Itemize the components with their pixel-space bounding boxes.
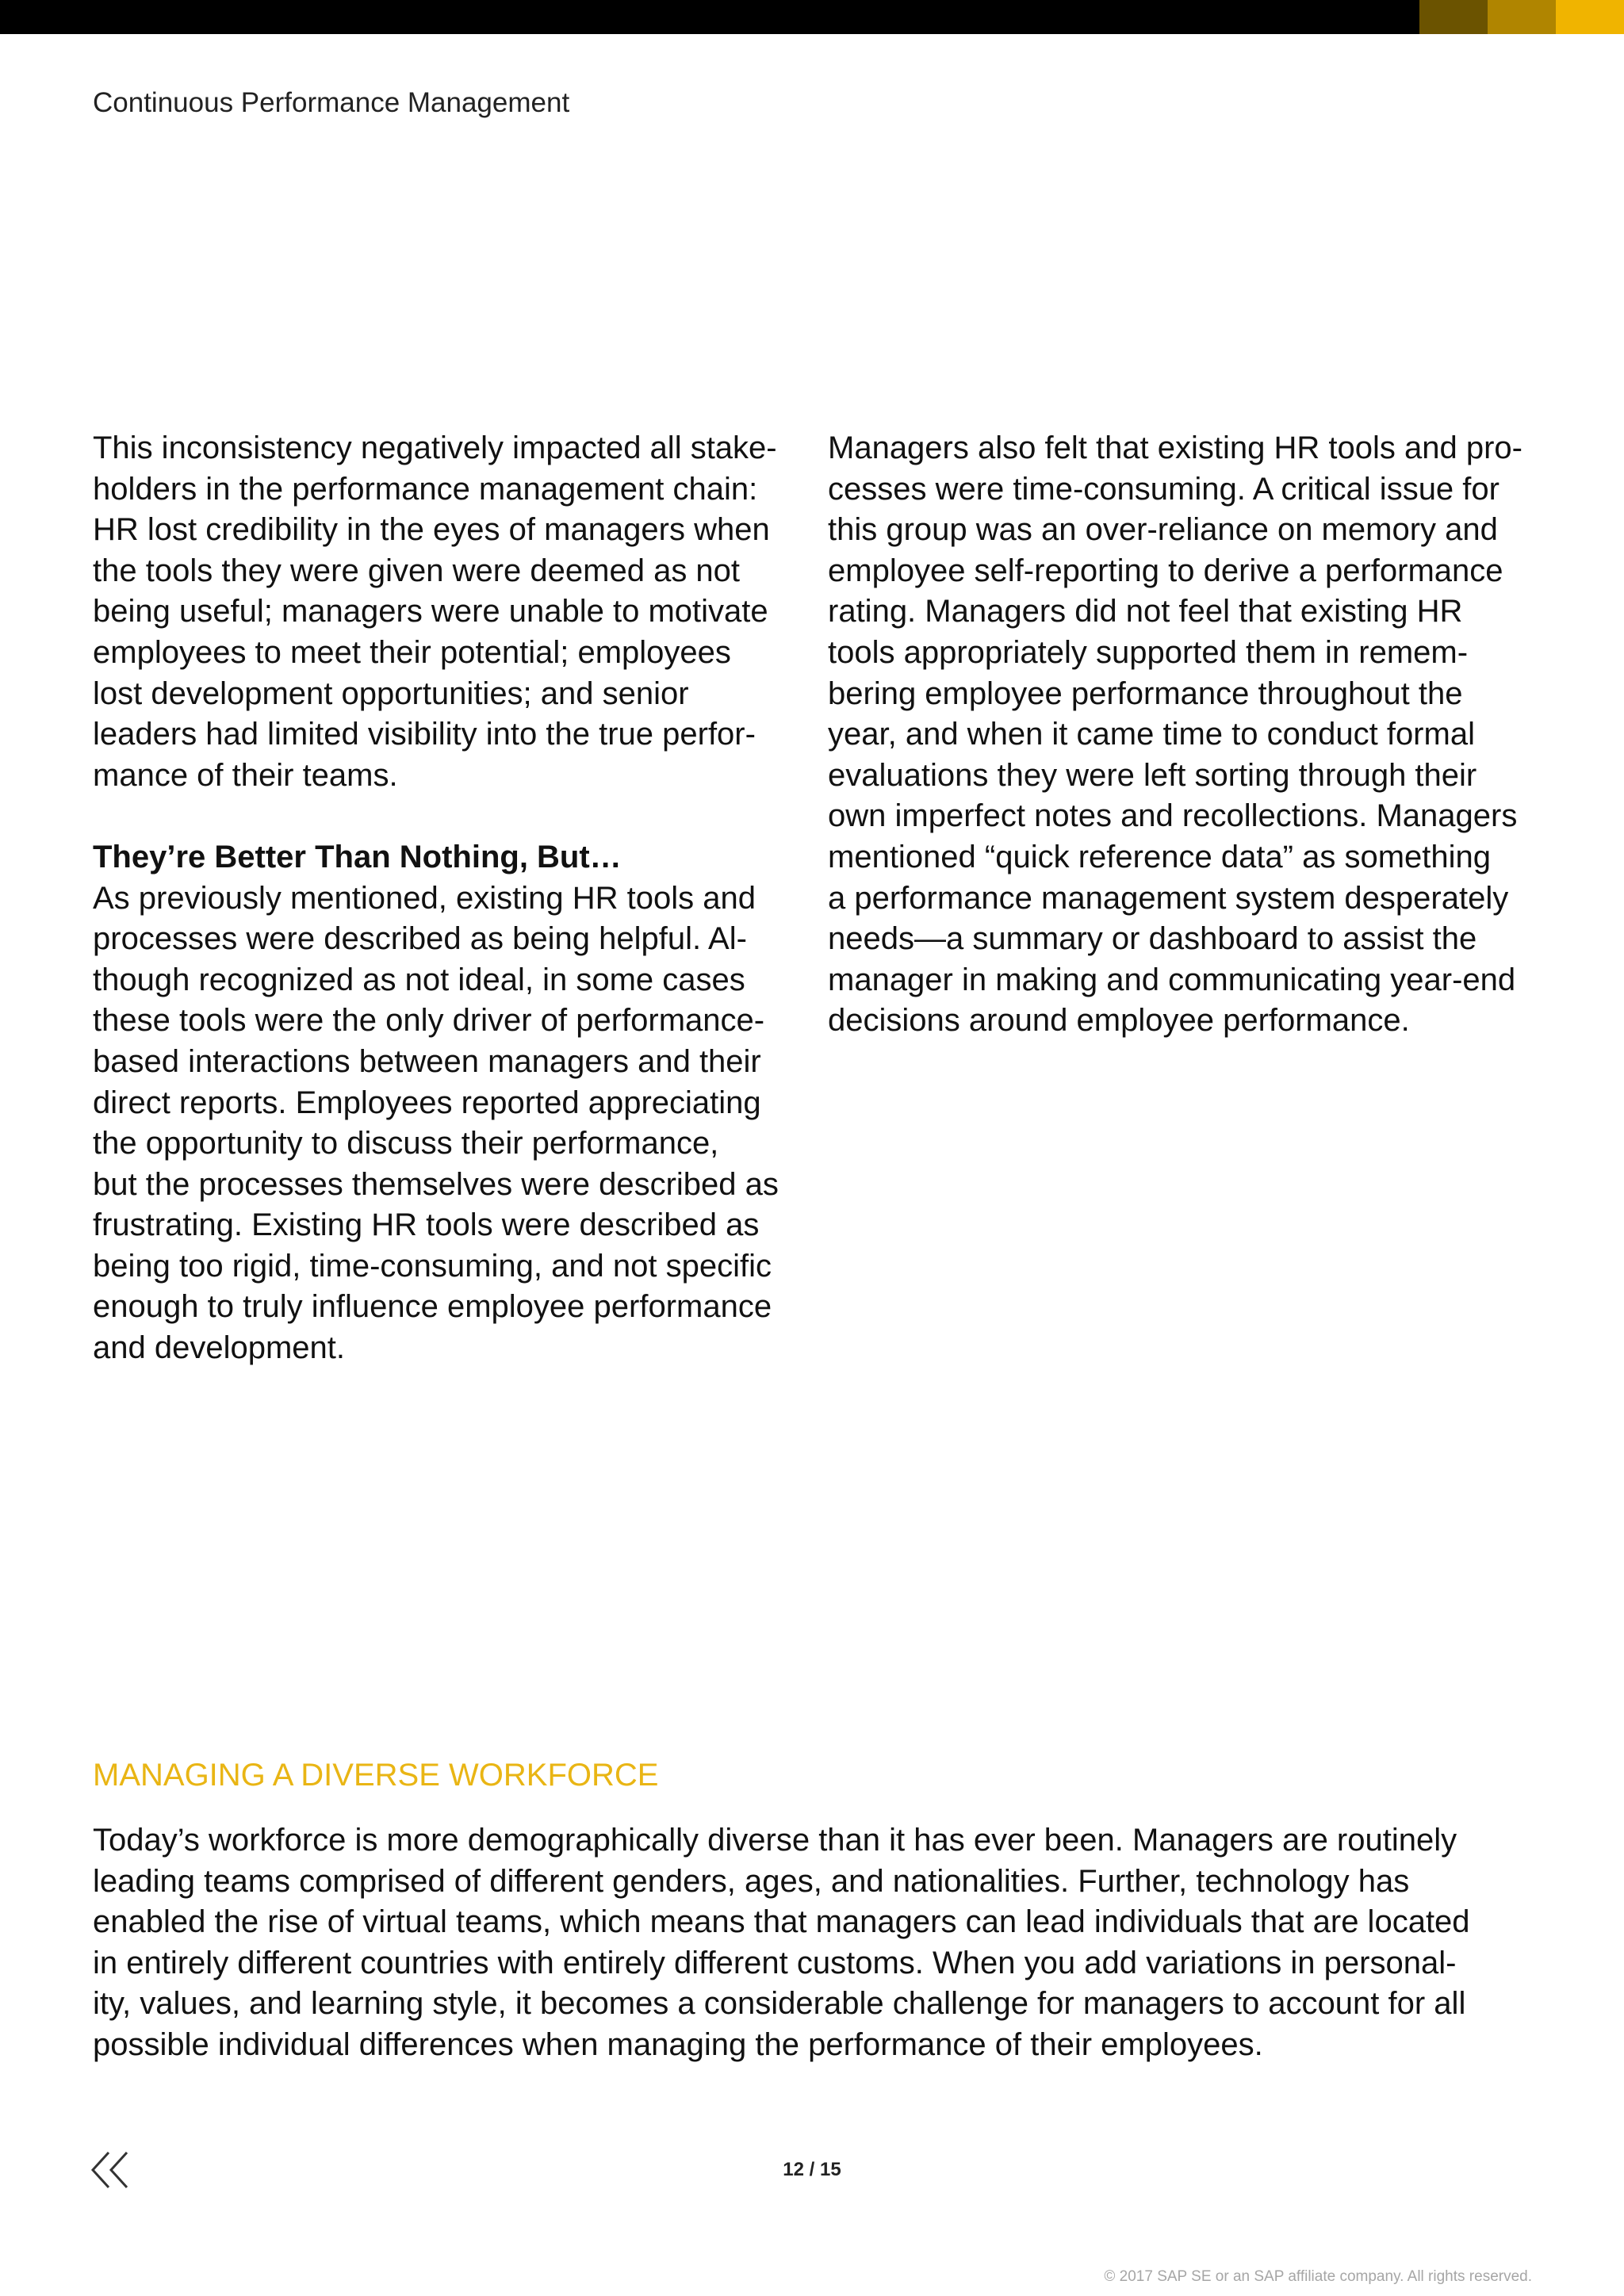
text-line: year, and when it came time to conduct formal	[828, 717, 1475, 752]
text-line: frustrating. Existing HR tools were described as	[93, 1207, 760, 1243]
text-line: needs—a summary or dashboard to assist the	[828, 921, 1477, 957]
text-line: evaluations they were left sorting through their	[828, 757, 1477, 793]
text-line: tools appropriately supported them in remem-	[828, 634, 1469, 670]
text-line: manager in making and communicating year-end	[828, 962, 1516, 997]
text-line: leaders had limited visibility into the true perfor-	[93, 717, 756, 752]
section-body	[93, 1820, 1470, 2066]
text-line: but the processes themselves were described as	[93, 1166, 779, 1202]
left-paragraph-2	[93, 878, 791, 1369]
stripe-segment-3	[1556, 0, 1624, 34]
stripe-segment-1	[1419, 0, 1488, 34]
left-paragraph-1	[93, 428, 791, 796]
text-line: based interactions between managers and their	[93, 1043, 761, 1079]
subheading: They’re Better Than Nothing, But…	[93, 839, 622, 874]
text-line: direct reports. Employees reported appreciating	[93, 1085, 761, 1120]
text-line: cesses were time-consuming. A critical issue for	[828, 471, 1500, 507]
text-line: enough to truly influence employee performance	[93, 1289, 772, 1325]
text-line: a performance management system desperately	[828, 880, 1509, 916]
text-line: lost development opportunities; and senior	[93, 675, 689, 711]
text-line: possible individual differences when managing the performance of their employees.	[93, 2026, 1263, 2062]
text-line: employee self-reporting to derive a performance	[828, 553, 1503, 588]
copyright-notice: © 2017 SAP SE or an SAP affiliate company. All rights reserved.	[1104, 2268, 1532, 2285]
text-line: being useful; managers were unable to motivate	[93, 594, 768, 629]
page-number: 12 / 15	[783, 2159, 841, 2180]
text-line: in entirely different countries with entirely different customs. When you add variations in personal-	[93, 1945, 1457, 1980]
back-button[interactable]	[89, 2150, 133, 2190]
text-line: being too rigid, time-consuming, and not specific	[93, 1248, 772, 1284]
text-line: employees to meet their potential; employees	[93, 634, 731, 670]
double-chevron-left-icon	[89, 2150, 133, 2190]
text-line: ity, values, and learning style, it becomes a considerable challenge for managers to account for all	[93, 1986, 1466, 2022]
text-line: and development.	[93, 1330, 346, 1366]
text-line: Today’s workforce is more demographically diverse than it has ever been. Managers are routinely	[93, 1823, 1457, 1858]
text-line: though recognized as not ideal, in some cases	[93, 962, 745, 997]
left-column	[93, 428, 791, 1369]
text-line: processes were described as being helpful. Al-	[93, 921, 747, 957]
text-line: the opportunity to discuss their performance,	[93, 1126, 719, 1161]
right-column	[828, 428, 1542, 1042]
text-line: the tools they were given were deemed as not	[93, 553, 741, 588]
text-line: own imperfect notes and recollections. Managers	[828, 798, 1518, 834]
text-line: mance of their teams.	[93, 757, 398, 793]
text-line: rating. Managers did not feel that existing HR	[828, 594, 1463, 629]
right-paragraph-1	[828, 428, 1542, 1042]
text-line: enabled the rise of virtual teams, which means that managers can lead individuals that are located	[93, 1904, 1470, 1940]
text-line: leading teams comprised of different genders, ages, and nationalities. Further, technology has	[93, 1863, 1410, 1899]
text-line: This inconsistency negatively impacted all stake-	[93, 430, 777, 465]
text-line: Managers also felt that existing HR tools and pro-	[828, 430, 1522, 465]
text-line: decisions around employee performance.	[828, 1003, 1410, 1039]
stripe-segment-2	[1488, 0, 1556, 34]
section-heading: MANAGING A DIVERSE WORKFORCE	[93, 1758, 659, 1793]
text-line: HR lost credibility in the eyes of managers when	[93, 512, 770, 548]
paragraph-gap	[93, 796, 791, 837]
text-line: these tools were the only driver of performance-	[93, 1003, 765, 1039]
text-line: mentioned “quick reference data” as something	[828, 839, 1492, 874]
top-color-bar	[0, 0, 1624, 34]
text-line: bering employee performance throughout the	[828, 675, 1463, 711]
text-line: As previously mentioned, existing HR tools and	[93, 880, 756, 916]
text-line: this group was an over-reliance on memory and	[828, 512, 1498, 548]
running-title: Continuous Performance Management	[93, 87, 570, 118]
text-line: holders in the performance management chain:	[93, 471, 758, 507]
